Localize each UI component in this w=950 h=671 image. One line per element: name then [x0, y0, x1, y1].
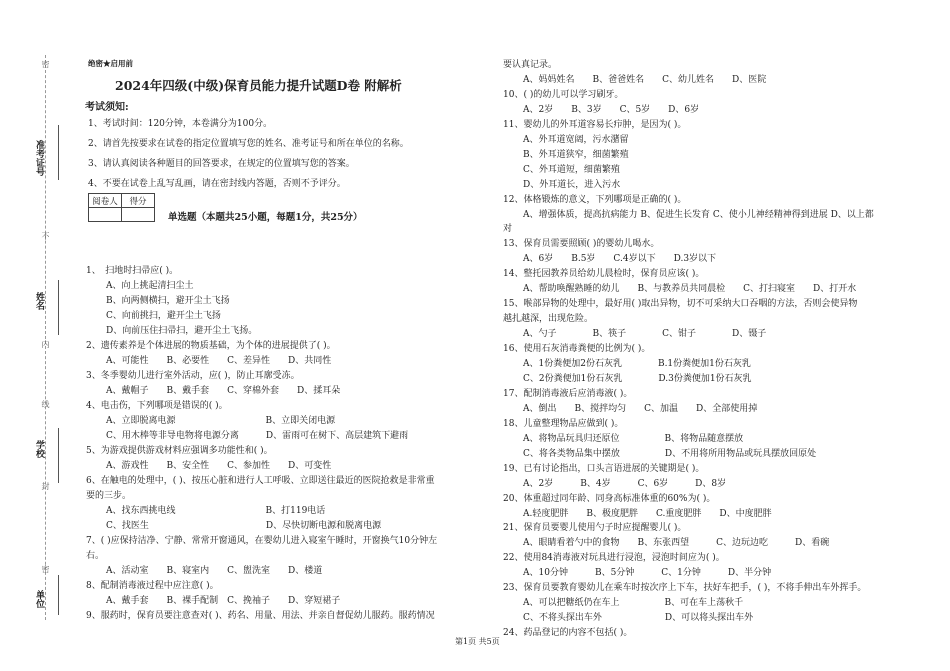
answer-option: A、10分钟 B、5分钟 C、1分钟 D、半分钟	[523, 568, 772, 579]
fill-line	[58, 428, 59, 483]
answer-option: A、立即脱离电源 B、立即关闭电源	[106, 416, 336, 426]
question-text: 3、冬季婴幼儿进行室外活动，应( )，防止耳廓受冻。	[86, 371, 300, 381]
notice-item: 1、考试时间：120分钟，本卷满分为100分。	[88, 119, 273, 129]
answer-option: A、妈妈姓名 B、爸爸姓名 C、幼儿姓名 D、医院	[523, 74, 767, 85]
label-school: 学校	[34, 440, 44, 458]
answer-option: D、外耳道长，进入污水	[523, 179, 621, 190]
question-text: 12、体格锻炼的意义，下列哪项是正确的( )。	[503, 194, 687, 205]
question-text: 越扎越深，出现危险。	[503, 314, 594, 325]
score-table	[88, 193, 155, 222]
fill-line	[58, 575, 59, 615]
seal-char: 内	[41, 340, 50, 348]
answer-option: A、可以把糖纸仍在车上 B、可在车上荡秋千	[523, 598, 744, 609]
question-text: 要认真记录。	[503, 60, 558, 70]
answer-option: A、游戏性 B、安全性 C、参加性 D、可变性	[106, 461, 332, 471]
answer-option: A、找东西挑电线 B、打119电话	[106, 506, 326, 516]
answer-option: C、找医生 D、尽快切断电源和脱离电源	[106, 521, 382, 531]
question-text: 右。	[86, 551, 105, 561]
answer-option: A、6岁 B.5岁 C.4岁以下 D.3岁以下	[523, 254, 717, 265]
answer-option: A、戴帽子 B、戴手套 C、穿棉外套 D、揉耳朵	[106, 386, 341, 396]
answer-option: A、眼睛看着勺中的食物 B、东张西望 C、边玩边吃 D、看碗	[523, 538, 830, 549]
answer-option: A、勺子 B、筷子 C、钳子 D、镊子	[523, 329, 767, 340]
seal-char: 封	[41, 482, 50, 490]
question-text: 23、保育员要教育婴幼儿在乘车时按次序上下车，扶好车把手，( )，不将手伸出车外挥手。	[503, 583, 867, 594]
question-text: 18、儿童整理物品应做到( )。	[503, 418, 624, 429]
question-text: 1、 扫地时扫帚应( )。	[86, 266, 179, 276]
notice-heading: 考试须知:	[85, 102, 129, 113]
question-text: 对	[503, 224, 513, 235]
answer-option: A、2岁 B、3岁 C、5岁 D、6岁	[523, 104, 700, 115]
score-table-score: 得分	[122, 194, 155, 208]
question-text: 10、( )的幼儿可以学习刷牙。	[503, 89, 624, 100]
page-number: 第1页 共5页	[455, 637, 500, 646]
answer-option: A、增强体质，提高抗病能力 B、促进生长发育 C、使小儿神经精神得到进展 D、以上都	[523, 209, 874, 220]
fill-line	[58, 280, 59, 335]
label-unit: 单位	[34, 590, 44, 608]
notice-item: 3、请认真阅读各种题目的回答要求，在规定的位置填写您的答案。	[88, 159, 355, 169]
question-text: 要的三步。	[86, 491, 132, 501]
question-text: 6、在触电的处理中，( )、按压心脏和进行人工呼吸、立即送往最近的医院抢救是非常重	[86, 476, 435, 486]
page-title: 2024年四级(中级)保育员能力提升试题D卷 附解析	[115, 78, 402, 93]
question-text: 20、体重超过同年龄、同身高标准体重的60%为( )。	[503, 493, 716, 504]
label-exam-id: 准考证号	[34, 140, 44, 176]
answer-option: A、帮助唤醒熟睡的幼儿 B、与教养员共同晨检 C、打扫寝室 D、打开水	[523, 284, 857, 295]
answer-option: C、2份粪便加1份石灰乳 D.3份粪便加1份石灰乳	[523, 373, 752, 384]
seal-char: 密	[41, 60, 50, 68]
answer-option: A、外耳道宽阔，污水潴留	[523, 134, 629, 145]
answer-option: C、将各类物品集中摆放 D、不用将所用物品或玩具摆放回原处	[523, 448, 817, 459]
seal-char: 密	[41, 565, 50, 573]
question-text: 22、使用84消毒液对玩具进行浸泡，浸泡时间应为( )。	[503, 553, 725, 564]
question-text: 9、服药时，保育员要注意查对( )、药名、用量、用法、并亲自督促幼儿服药。服药情况	[86, 611, 435, 621]
question-text: 16、使用石灰消毒粪便的比例为( )。	[503, 344, 651, 355]
answer-option: A、活动室 B、寝室内 C、盥洗室 D、楼道	[106, 566, 323, 576]
answer-option: A、2岁 B、4岁 C、6岁 D、8岁	[523, 478, 727, 489]
answer-option: B、向两侧横扫，避开尘土飞扬	[106, 296, 230, 306]
fill-line	[58, 125, 59, 180]
question-text: 2、遗传素养是个体进展的物质基础，为个体的进展提供了( )。	[86, 341, 336, 351]
answer-option: C、用木棒等非导电物将电源分离 D、雷雨可在树下、高层建筑下避雨	[106, 431, 409, 441]
question-text: 21、保育员要婴儿使用勺子时应提醒婴儿( )。	[503, 523, 687, 534]
answer-option: A、向上挑起清扫尘土	[106, 281, 194, 291]
answer-option: C、外耳道短，细菌繁殖	[523, 164, 620, 175]
secret-mark: 绝密★启用前	[88, 59, 133, 68]
answer-option: B、外耳道狭窄，细菌繁殖	[523, 149, 629, 160]
seal-char: 线	[41, 400, 50, 408]
notice-item: 4、不要在试卷上乱写乱画，请在密封线内答题，否则不予评分。	[88, 179, 346, 189]
answer-option: A、将物品玩具归还原位 B、将物品随意摆放	[523, 433, 744, 444]
answer-option: C、向前挑扫，避开尘土飞扬	[106, 311, 221, 321]
question-text: 4、电击伤，下列哪项是错误的( )。	[86, 401, 228, 411]
question-text: 15、喉部异物的处理中，最好用( )取出异物，切不可采纳大口吞咽的方法，否则会使异物	[503, 299, 858, 310]
notice-item: 2、请首先按要求在试卷的指定位置填写您的姓名、准考证号和所在单位的名称。	[88, 139, 409, 149]
question-text: 5、为游戏提供游戏材料应强调多功能性和( )。	[86, 446, 273, 456]
answer-option: A、可能性 B、必要性 C、差异性 D、共同性	[106, 356, 332, 366]
question-text: 17、配制消毒液后应消毒液( )。	[503, 388, 633, 399]
question-text: 8、配制消毒液过程中应注意( )。	[86, 581, 219, 591]
question-text: 19、已有讨论指出，口头言语进展的关键期是( )。	[503, 463, 705, 474]
score-table-grader: 阅卷人	[89, 194, 122, 208]
question-text: 24、药品登记的内容不包括( )。	[503, 628, 633, 639]
question-text: 11、婴幼儿的外耳道容易长疖肿，是因为( )。	[503, 119, 687, 130]
label-name: 姓名	[34, 292, 44, 310]
seal-char: 不	[41, 232, 50, 240]
score-cell	[89, 208, 122, 222]
question-text: 13、保育员需要照顾( )的婴幼儿喝水。	[503, 239, 660, 250]
answer-option: A、1份粪便加2份石灰乳 B.1份粪便加1份石灰乳	[523, 359, 751, 369]
answer-option: C、不将头探出车外 D、可以将头探出车外	[523, 613, 754, 624]
answer-option: A、戴手套 B、裸手配制 C、挽袖子 D、穿短裙子	[106, 596, 341, 606]
answer-option: A.轻度肥胖 B、极度肥胖 C.重度肥胖 D、中度肥胖	[523, 508, 772, 519]
section-title: 单选题（本题共25小题，每题1分，共25分）	[168, 212, 363, 223]
answer-option: D、向前压住扫帚扫，避开尘土飞扬。	[106, 326, 258, 336]
question-text: 7、( )应保持洁净、宁静、常常开窗通风，在婴幼儿进入寝室午睡时，开窗换气10分钟左	[86, 536, 438, 546]
question-text: 14、整托园教养员给幼儿晨检时，保育员应该( )。	[503, 269, 705, 280]
answer-option: A、倒出 B、搅拌均匀 C、加温 D、全部使用掉	[523, 403, 758, 414]
score-cell	[122, 208, 155, 222]
